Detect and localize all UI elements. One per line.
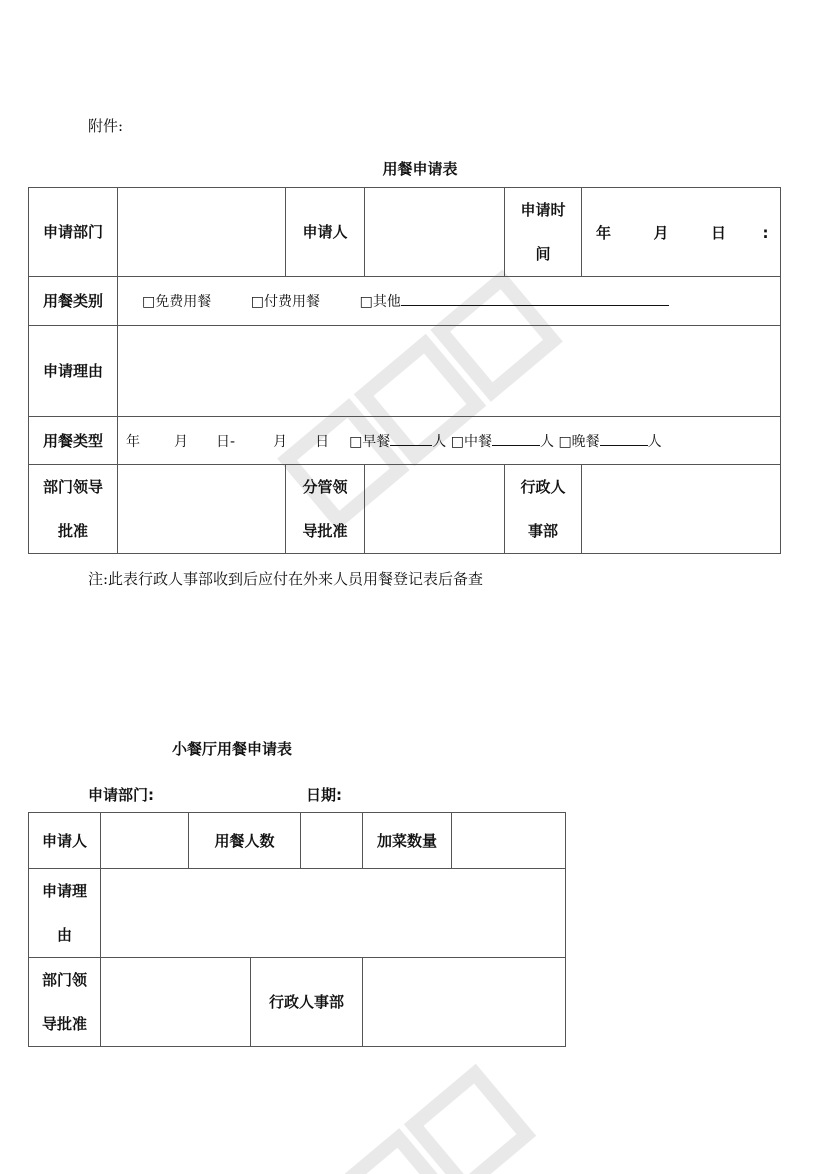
apply-dept-field[interactable] [118, 188, 286, 277]
form2-leader-label [29, 958, 101, 1047]
apply-dept-label: 申请部门 [29, 188, 118, 277]
applicant-field[interactable] [365, 188, 505, 277]
form2-extra-dishes-field[interactable] [452, 813, 566, 869]
breakfast-checkbox[interactable]: □早餐 [349, 433, 391, 450]
form2-extra-dishes-label: 加菜数量 [363, 813, 452, 869]
form2-dept-label: 申请部门: [88, 786, 154, 804]
form2-title: 小餐厅用餐申请表 [172, 740, 293, 758]
apply-time-label-line2: 间 [535, 245, 551, 263]
meal-category-field [118, 277, 781, 326]
type-month: 月 [174, 433, 188, 450]
free-meal-checkbox[interactable]: □免费用餐 [142, 294, 212, 310]
form2-leader-line1: 部门领 [41, 971, 87, 989]
type-day2: 日 [315, 433, 330, 450]
lunch-count[interactable] [492, 431, 540, 446]
form2-admin-label: 行政人事部 [251, 958, 363, 1047]
paid-meal-checkbox[interactable]: □付费用餐 [250, 294, 321, 310]
supervisor-label [286, 465, 365, 554]
form2-leader-line2: 导批准 [41, 1015, 87, 1033]
dept-leader-line1: 部门领导 [42, 478, 103, 496]
reason-label: 申请理由 [29, 326, 118, 417]
attachment-label: 附件: [88, 117, 124, 135]
dinner-count[interactable] [600, 431, 648, 446]
admin-hr-line2: 事部 [527, 522, 558, 540]
type-month2: 月 [273, 433, 288, 450]
meal-application-table [28, 187, 781, 554]
apply-time-label [505, 188, 582, 277]
form1-note: 注:此表行政人事部收到后应付在外来人员用餐登记表后备查 [88, 570, 484, 588]
form2-reason-line1: 申请理 [41, 882, 87, 900]
form2-leader-field[interactable] [101, 958, 251, 1047]
admin-hr-field[interactable] [582, 465, 781, 554]
form2-reason-field[interactable] [101, 869, 566, 958]
month-text: 月 [653, 223, 669, 242]
applicant-label: 申请人 [286, 188, 365, 277]
breakfast-person: 人 [432, 433, 447, 450]
form2-date-label: 日期: [306, 786, 342, 804]
form2-reason-line2: 由 [56, 926, 72, 944]
meal-type-field [118, 417, 781, 465]
type-day-dash: 日- [216, 433, 236, 450]
form2-diners-label: 用餐人数 [189, 813, 301, 869]
dept-leader-field[interactable] [118, 465, 286, 554]
admin-hr-line1: 行政人 [520, 478, 566, 496]
small-dining-table [28, 812, 566, 1047]
colon-text: : [762, 223, 769, 242]
dinner-checkbox[interactable]: □晚餐 [558, 433, 600, 450]
form2-admin-field[interactable] [363, 958, 566, 1047]
supervisor-line1: 分管领 [302, 478, 348, 496]
other-underline[interactable] [401, 291, 669, 306]
form2-diners-field[interactable] [301, 813, 363, 869]
reason-field[interactable] [118, 326, 781, 417]
day-text: 日 [710, 223, 726, 242]
breakfast-count[interactable] [390, 431, 432, 446]
form1-title: 用餐申请表 [382, 160, 458, 178]
supervisor-field[interactable] [365, 465, 505, 554]
lunch-person: 人 [539, 433, 554, 450]
dinner-person: 人 [647, 433, 662, 450]
admin-hr-label [505, 465, 582, 554]
apply-time-field[interactable] [582, 188, 781, 277]
apply-time-label-line1: 申请时 [520, 201, 566, 219]
form2-applicant-label: 申请人 [29, 813, 101, 869]
form2-applicant-field[interactable] [101, 813, 189, 869]
year-text: 年 [596, 223, 612, 242]
lunch-checkbox[interactable]: □中餐 [450, 433, 492, 450]
type-year: 年 [126, 433, 140, 450]
supervisor-line2: 导批准 [302, 522, 348, 540]
meal-type-label: 用餐类型 [29, 417, 118, 465]
meal-category-label: 用餐类别 [29, 277, 118, 326]
dept-leader-line2: 批准 [57, 522, 88, 540]
dept-leader-label [29, 465, 118, 554]
form2-reason-label [29, 869, 101, 958]
other-checkbox[interactable]: □其他 [359, 294, 401, 310]
